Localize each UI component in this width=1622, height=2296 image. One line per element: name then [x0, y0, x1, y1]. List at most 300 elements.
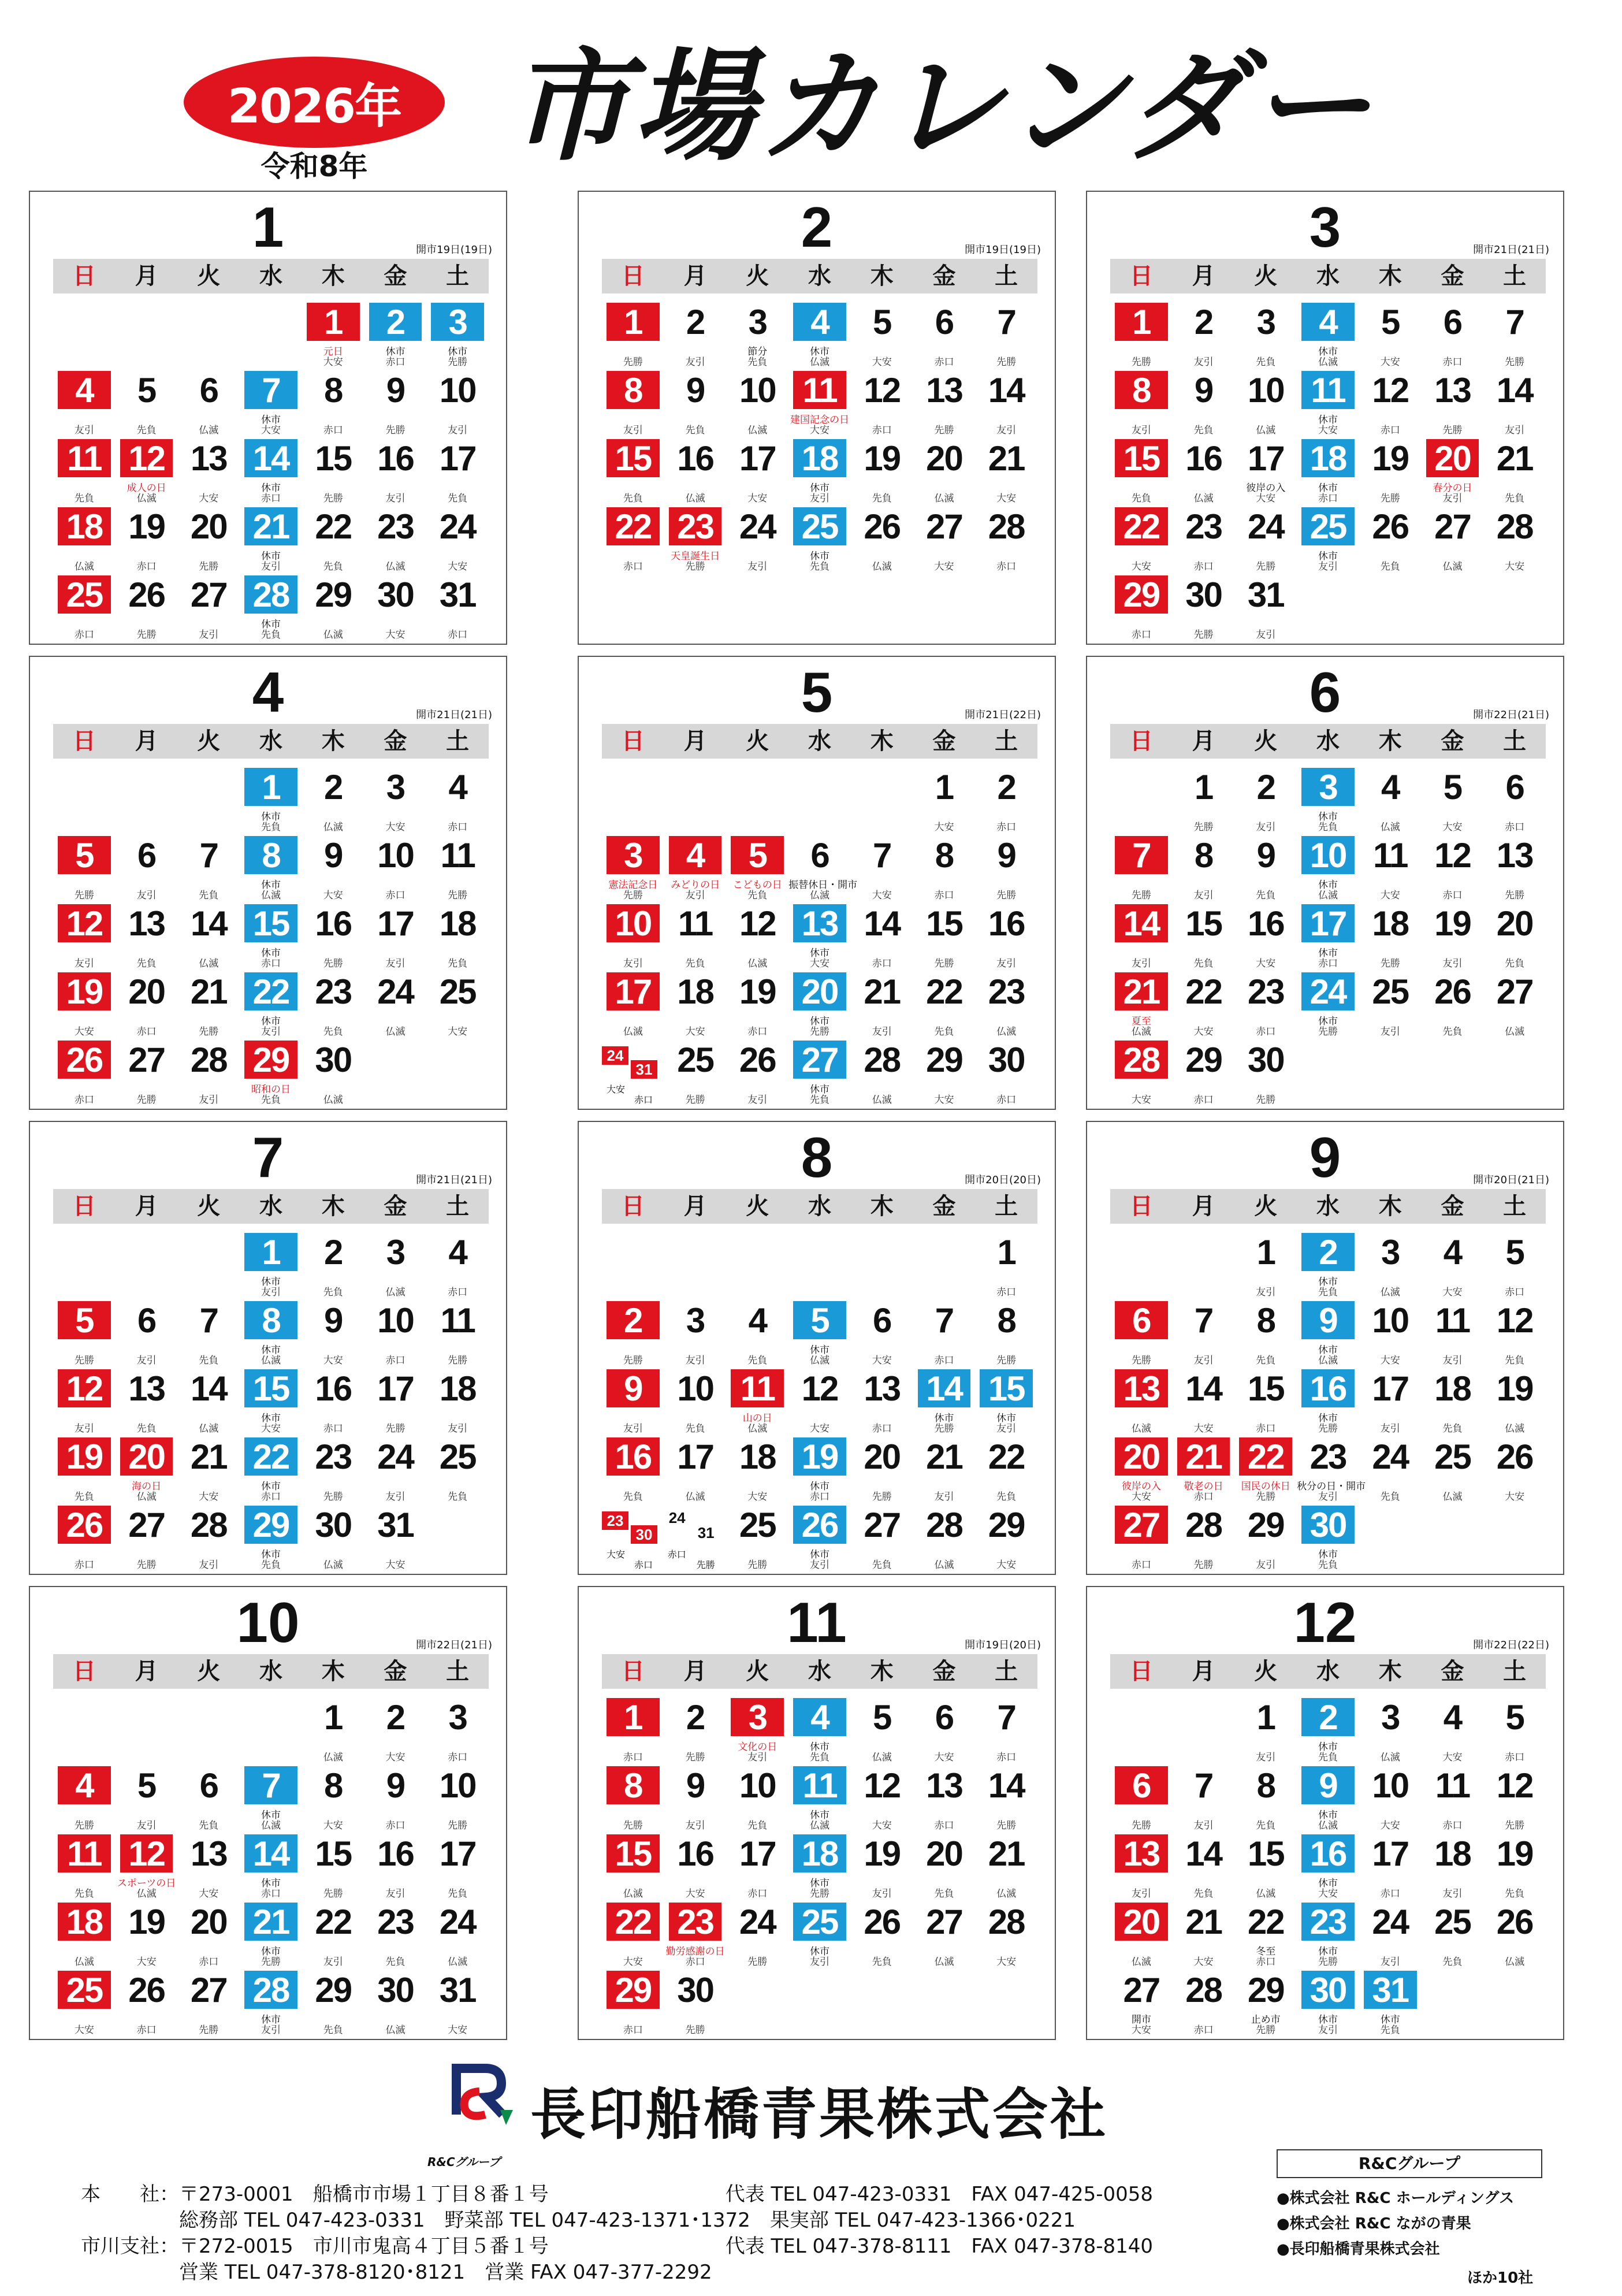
day-number: 8 — [1115, 371, 1168, 409]
day-cell — [913, 829, 976, 901]
week-row — [602, 364, 1037, 436]
day-note: 憲法記念日 — [608, 879, 658, 891]
day-cell — [1483, 1896, 1546, 1968]
rokuyo-label: 大安 — [1442, 822, 1463, 833]
day-cell — [177, 1034, 240, 1106]
day-note: 昭和の日 — [251, 1084, 291, 1095]
rokuyo-label: 仏滅 — [1380, 822, 1400, 833]
day-cell — [364, 1827, 427, 1900]
rokuyo-label: 大安 — [74, 1026, 94, 1038]
empty-cell — [1422, 1499, 1484, 1567]
weekday-label: 日 — [1129, 263, 1153, 289]
rokuyo-label: 友引 — [872, 1888, 892, 1900]
day-cell — [116, 1294, 178, 1366]
rokuyo-label: 仏滅 — [810, 356, 830, 368]
day-number: 1 — [1194, 767, 1213, 807]
day-number: 11 — [58, 439, 111, 477]
day-note: 休市 — [1318, 2014, 1338, 2026]
rokuyo-label: 大安 — [607, 1084, 626, 1095]
day-number: 23 — [1185, 507, 1222, 546]
day-cell — [1297, 829, 1359, 901]
market-days-count: 開市21日(21日) — [1473, 244, 1549, 256]
day-cell — [53, 1896, 116, 1968]
day-number: 12 — [864, 370, 901, 410]
day-number: 21 — [190, 972, 227, 1011]
day-number: 19 — [793, 1437, 846, 1476]
rokuyo-label: 先負 — [1318, 1752, 1338, 1763]
day-cell — [975, 761, 1037, 833]
address-line: 本 社：〒273-0001 船橋市市場１丁目８番１号 代表 TEL 047-423-0331 FAX 047-425-0058 — [81, 2183, 1154, 2206]
day-note: 休市 — [1318, 879, 1338, 891]
group-item: ●株式会社 R&C ながの青果 — [1277, 2215, 1471, 2232]
day-cell — [177, 432, 240, 504]
day-number: 27 — [1434, 507, 1471, 546]
rokuyo-label: 先勝 — [1256, 1094, 1276, 1106]
weekday-label: 火 — [746, 263, 769, 289]
weeks — [602, 761, 1037, 1106]
day-number: 7 — [1505, 302, 1524, 341]
day-note: 休市 — [810, 1946, 830, 1957]
day-number: 11 — [1301, 371, 1355, 409]
day-note: 元日 — [323, 346, 343, 358]
rokuyo-label: 友引 — [685, 1355, 705, 1366]
weekday-label: 水 — [808, 263, 832, 289]
day-note: 休市 — [261, 551, 281, 562]
day-number: 21 — [988, 1834, 1025, 1873]
rokuyo-label: 先勝 — [934, 1423, 954, 1435]
rokuyo-label: 大安 — [872, 890, 892, 901]
week-row — [602, 1827, 1037, 1900]
day-number: 7 — [1194, 1766, 1213, 1805]
day-number: 20 — [1426, 439, 1479, 477]
rokuyo-label: 友引 — [199, 629, 219, 641]
empty-cell — [177, 1691, 240, 1759]
day-number: 10 — [739, 1766, 776, 1805]
day-number: 2 — [997, 767, 1015, 807]
day-number: 3 — [448, 1697, 467, 1737]
week-row — [53, 1362, 489, 1435]
month-number: 8 — [801, 1125, 833, 1189]
day-number: 18 — [739, 1437, 776, 1476]
rokuyo-label: 仏滅 — [1505, 1026, 1525, 1038]
rokuyo-label: 先負 — [1318, 1559, 1338, 1571]
weekday-label: 土 — [1503, 728, 1527, 755]
rokuyo-label: 赤口 — [667, 1549, 686, 1560]
rokuyo-label: 大安 — [1318, 425, 1338, 436]
day-note: 休市 — [810, 1084, 830, 1095]
rokuyo-label: 大安 — [448, 561, 468, 573]
weekday-label: 金 — [932, 728, 956, 755]
rokuyo-label: 先勝 — [934, 425, 954, 436]
rokuyo-label: 大安 — [934, 1094, 954, 1106]
rokuyo-label: 先負 — [1505, 1888, 1525, 1900]
empty-cell — [177, 761, 240, 829]
year-badge — [184, 57, 445, 148]
week-row — [53, 965, 489, 1038]
era-text: 令和8年 — [261, 150, 368, 183]
day-number: 4 — [58, 1766, 111, 1804]
weekday-label: 金 — [384, 263, 407, 289]
day-note: スポーツの日 — [117, 1878, 176, 1889]
rokuyo-label: 先勝 — [1193, 822, 1214, 833]
day-number: 5 — [1381, 302, 1400, 341]
rokuyo-label: 先負 — [1318, 1287, 1338, 1298]
rokuyo-label: 仏滅 — [1505, 1423, 1525, 1435]
rokuyo-label: 先負 — [136, 425, 157, 436]
rokuyo-label: 友引 — [747, 1752, 768, 1763]
rokuyo-label: 先負 — [199, 890, 219, 901]
week-row — [1110, 1499, 1546, 1571]
day-number: 17 — [377, 904, 414, 943]
day-cell — [1234, 1226, 1297, 1298]
day-cell — [1297, 364, 1359, 436]
week-row — [53, 364, 489, 436]
month-panel-12 — [1086, 1586, 1564, 2040]
rokuyo-label: 仏滅 — [323, 1559, 343, 1571]
month-number: 5 — [801, 660, 833, 724]
rokuyo-label: 先負 — [1256, 890, 1276, 901]
weekday-label: 月 — [683, 263, 707, 289]
week-row — [53, 432, 489, 504]
rokuyo-label: 仏滅 — [385, 2024, 406, 2036]
empty-cell — [1173, 1691, 1235, 1759]
rokuyo-label: 赤口 — [136, 2024, 157, 2036]
day-cell — [302, 1362, 364, 1435]
day-number: 1 — [1256, 1697, 1275, 1737]
day-cell — [975, 965, 1037, 1038]
rokuyo-label: 先負 — [74, 493, 94, 504]
day-cell — [1297, 965, 1359, 1038]
week-row — [1110, 1964, 1546, 2036]
combined-day-cell — [602, 1506, 664, 1570]
day-number: 2 — [607, 1301, 660, 1339]
empty-cell — [1297, 569, 1359, 637]
empty-cell — [116, 296, 178, 364]
day-number: 9 — [686, 370, 705, 410]
day-number: 7 — [1115, 836, 1168, 874]
day-number: 2 — [686, 1697, 705, 1737]
rokuyo-label: 先負 — [74, 1491, 94, 1503]
day-number: 27 — [926, 1902, 962, 1941]
day-note: みどりの日 — [671, 879, 720, 891]
empty-cell — [1422, 1964, 1484, 2032]
rokuyo-label: 先負 — [747, 1355, 768, 1366]
rokuyo-label: 先負 — [685, 958, 705, 969]
rokuyo-label: 赤口 — [385, 356, 406, 368]
day-number: 10 — [677, 1369, 713, 1408]
market-days-count: 開市20日(21日) — [1473, 1174, 1549, 1186]
day-cell — [726, 1691, 788, 1763]
weekday-header — [53, 1189, 489, 1224]
day-cell — [364, 829, 427, 901]
day-number: 23 — [377, 507, 414, 546]
day-number: 20 — [864, 1437, 901, 1476]
day-cell — [1297, 1294, 1359, 1366]
rokuyo-label: 先負 — [74, 1888, 94, 1900]
empty-cell — [53, 1226, 116, 1294]
day-note: 休市 — [261, 879, 281, 891]
day-number: 1 — [935, 767, 954, 807]
rokuyo-label: 先負 — [685, 425, 705, 436]
day-cell — [664, 1034, 727, 1106]
day-number: 30 — [1247, 1040, 1284, 1079]
day-cell — [1234, 1362, 1297, 1435]
day-cell — [602, 1294, 664, 1366]
weeks — [1110, 296, 1546, 641]
rokuyo-label: 赤口 — [1193, 1094, 1214, 1106]
rokuyo-label: 友引 — [261, 1287, 281, 1298]
weekday-label: 土 — [1503, 1658, 1527, 1685]
day-cell — [53, 1431, 116, 1503]
weekday-label: 水 — [259, 263, 283, 289]
day-cell — [913, 1431, 976, 1503]
rokuyo-label: 赤口 — [323, 425, 343, 436]
weekday-label: 月 — [683, 1193, 707, 1220]
day-cell — [364, 965, 427, 1038]
day-number: 31 — [439, 1970, 476, 2009]
day-cell — [975, 1431, 1037, 1503]
day-cell — [1110, 897, 1173, 969]
day-cell — [53, 1759, 116, 1831]
rokuyo-label: 仏滅 — [385, 1287, 406, 1298]
day-cell — [726, 1896, 788, 1968]
rokuyo-label: 先勝 — [136, 1559, 157, 1571]
day-number: 27 — [926, 507, 962, 546]
day-number: 19 — [1372, 439, 1409, 478]
day-number: 29 — [1115, 575, 1168, 614]
day-note: 休市 — [1318, 1549, 1338, 1561]
day-cell — [53, 965, 116, 1038]
rokuyo-label: 大安 — [385, 1559, 406, 1571]
empty-cell — [177, 296, 240, 364]
day-number: 7 — [873, 835, 891, 875]
day-cell — [726, 897, 788, 969]
empty-cell — [1483, 1034, 1546, 1102]
day-number: 7 — [997, 302, 1015, 341]
day-cell — [1234, 569, 1297, 641]
weekday-label: 月 — [135, 728, 158, 755]
day-number: 6 — [1505, 767, 1524, 807]
day-number: 9 — [997, 835, 1015, 875]
weekday-header — [1110, 1654, 1546, 1689]
day-note: 休市 — [810, 1016, 830, 1027]
day-number: 26 — [1434, 972, 1471, 1011]
rokuyo-label: 赤口 — [634, 1094, 653, 1105]
day-cell — [1234, 1964, 1297, 2036]
rokuyo-label: 先負 — [448, 958, 468, 969]
empty-cell — [116, 1226, 178, 1294]
day-cell — [426, 1431, 489, 1503]
rokuyo-label: 先負 — [1380, 561, 1400, 573]
market-days-count: 開市20日(20日) — [965, 1174, 1041, 1186]
day-cell — [1359, 1226, 1422, 1298]
rokuyo-label: 先勝 — [323, 1888, 343, 1900]
rokuyo-label: 赤口 — [1256, 1423, 1276, 1435]
week-row — [602, 1964, 1037, 2036]
rokuyo-label: 仏滅 — [685, 493, 705, 504]
day-cell — [664, 1964, 727, 2036]
day-cell — [302, 1294, 364, 1366]
rokuyo-label: 仏滅 — [385, 1026, 406, 1038]
empty-cell — [240, 296, 302, 364]
week-row — [602, 296, 1037, 368]
day-number: 31 — [439, 575, 476, 614]
day-number: 15 — [1185, 904, 1222, 943]
day-cell — [851, 364, 913, 436]
day-number: 31 — [697, 1524, 715, 1541]
day-number: 8 — [244, 836, 297, 874]
empty-cell — [726, 1964, 788, 2032]
rokuyo-label: 友引 — [1193, 890, 1214, 901]
day-number: 5 — [873, 1697, 891, 1737]
day-cell — [53, 364, 116, 436]
day-number: 24 — [739, 507, 776, 546]
day-cell — [53, 1034, 116, 1106]
day-number: 17 — [1372, 1369, 1409, 1408]
rokuyo-label: 大安 — [934, 1752, 954, 1763]
day-number: 7 — [199, 1301, 218, 1340]
rokuyo-label: 大安 — [1131, 1094, 1151, 1106]
day-number: 9 — [1256, 835, 1275, 875]
day-number: 10 — [1372, 1301, 1409, 1340]
day-cell — [116, 1431, 178, 1503]
day-number: 13 — [793, 904, 846, 942]
day-cell — [975, 432, 1037, 504]
day-number: 5 — [137, 370, 156, 410]
rokuyo-label: 友引 — [1193, 1355, 1214, 1366]
day-number: 7 — [244, 1766, 297, 1804]
rokuyo-label: 友引 — [996, 1423, 1017, 1435]
weekday-header — [53, 259, 489, 293]
weekday-label: 日 — [621, 263, 645, 289]
rokuyo-label: 赤口 — [448, 1752, 468, 1763]
weekday-label: 月 — [135, 1658, 158, 1685]
day-note: 休市 — [810, 948, 830, 959]
rokuyo-label: 赤口 — [747, 1888, 768, 1900]
day-number: 13 — [128, 904, 165, 943]
rokuyo-label: 友引 — [1131, 1888, 1151, 1900]
rokuyo-label: 仏滅 — [1318, 356, 1338, 368]
weekday-label: 金 — [932, 263, 956, 289]
week-row — [1110, 1226, 1546, 1298]
day-number: 22 — [244, 972, 297, 1010]
day-number: 20 — [926, 439, 962, 478]
weekday-label: 金 — [1441, 728, 1464, 755]
empty-cell — [53, 1691, 116, 1759]
day-number: 12 — [120, 439, 173, 477]
rokuyo-label: 先勝 — [261, 1956, 281, 1968]
day-number: 22 — [244, 1437, 297, 1476]
day-note: 成人の日 — [127, 482, 166, 494]
day-number: 4 — [669, 836, 722, 874]
day-cell — [1483, 1691, 1546, 1763]
day-number: 26 — [1496, 1437, 1533, 1476]
day-cell — [177, 1827, 240, 1900]
day-note: 節分 — [747, 346, 768, 358]
empty-cell — [177, 1226, 240, 1294]
day-cell — [1297, 296, 1359, 368]
rokuyo-label: 先負 — [199, 1820, 219, 1831]
rokuyo-label: 先勝 — [1442, 425, 1463, 436]
day-number: 20 — [128, 972, 165, 1011]
weekday-header — [1110, 259, 1546, 293]
rokuyo-label: 先負 — [1505, 1355, 1525, 1366]
day-number: 8 — [1194, 835, 1213, 875]
rokuyo-label: 友引 — [385, 1491, 406, 1503]
weekday-label: 日 — [621, 1193, 645, 1220]
rokuyo-label: 赤口 — [1256, 1026, 1276, 1038]
day-number: 23 — [1301, 1903, 1355, 1941]
day-cell — [1422, 1896, 1484, 1968]
day-cell — [1297, 1759, 1359, 1831]
rokuyo-label: 友引 — [1380, 1423, 1400, 1435]
weekday-label: 日 — [1129, 728, 1153, 755]
day-cell — [664, 1431, 727, 1503]
day-number: 13 — [1496, 835, 1533, 875]
day-cell — [1297, 1964, 1359, 2036]
day-number: 28 — [190, 1505, 227, 1544]
day-number: 23 — [669, 507, 722, 545]
day-number: 22 — [1239, 1437, 1292, 1476]
month-number: 10 — [236, 1591, 300, 1654]
day-cell — [726, 1294, 788, 1366]
page-title: 市場カレンダー — [508, 36, 1374, 177]
address-line: 総務部 TEL 047-423-0331 野菜部 TEL 047-423-1371･1372 果実部 TEL 047-423-1366･0221 — [81, 2209, 1076, 2232]
weekday-label: 水 — [1316, 1658, 1340, 1685]
day-cell — [975, 1226, 1037, 1298]
rokuyo-label: 先負 — [261, 1094, 281, 1106]
week-row — [1110, 569, 1546, 641]
day-number: 11 — [440, 1301, 475, 1340]
day-number: 2 — [1301, 1233, 1355, 1271]
month-panel-6 — [1086, 656, 1564, 1110]
day-note: 山の日 — [742, 1413, 772, 1424]
day-cell — [116, 965, 178, 1038]
rokuyo-label: 先負 — [934, 1888, 954, 1900]
day-cell — [1483, 897, 1546, 969]
rokuyo-label: 先勝 — [1131, 890, 1151, 901]
day-cell — [1234, 1034, 1297, 1106]
day-cell — [975, 1294, 1037, 1366]
day-number: 14 — [918, 1369, 971, 1407]
rokuyo-label: 先負 — [623, 1491, 643, 1503]
empty-cell — [851, 761, 913, 829]
day-number: 8 — [324, 1766, 343, 1805]
day-cell — [177, 1896, 240, 1968]
day-note: 休市 — [385, 346, 406, 358]
day-cell — [788, 364, 851, 436]
day-cell — [53, 500, 116, 573]
rokuyo-label: 友引 — [623, 958, 643, 969]
day-cell — [913, 1759, 976, 1831]
day-number: 16 — [677, 1834, 713, 1873]
day-number: 24 — [377, 1437, 414, 1476]
day-cell — [1234, 432, 1297, 504]
day-number: 17 — [1372, 1834, 1409, 1873]
day-number: 19 — [128, 507, 165, 546]
day-number: 31 — [377, 1505, 414, 1544]
empty-cell — [116, 1691, 178, 1759]
rokuyo-label: 大安 — [1193, 1956, 1214, 1968]
market-days-count: 開市19日(19日) — [965, 244, 1041, 256]
day-note: 休市 — [1318, 1016, 1338, 1027]
day-cell — [1483, 1294, 1546, 1366]
weekday-header — [602, 1189, 1037, 1224]
rokuyo-label: 友引 — [872, 1026, 892, 1038]
week-row — [53, 829, 489, 901]
week-row — [53, 1226, 489, 1298]
week-row — [1110, 965, 1546, 1038]
